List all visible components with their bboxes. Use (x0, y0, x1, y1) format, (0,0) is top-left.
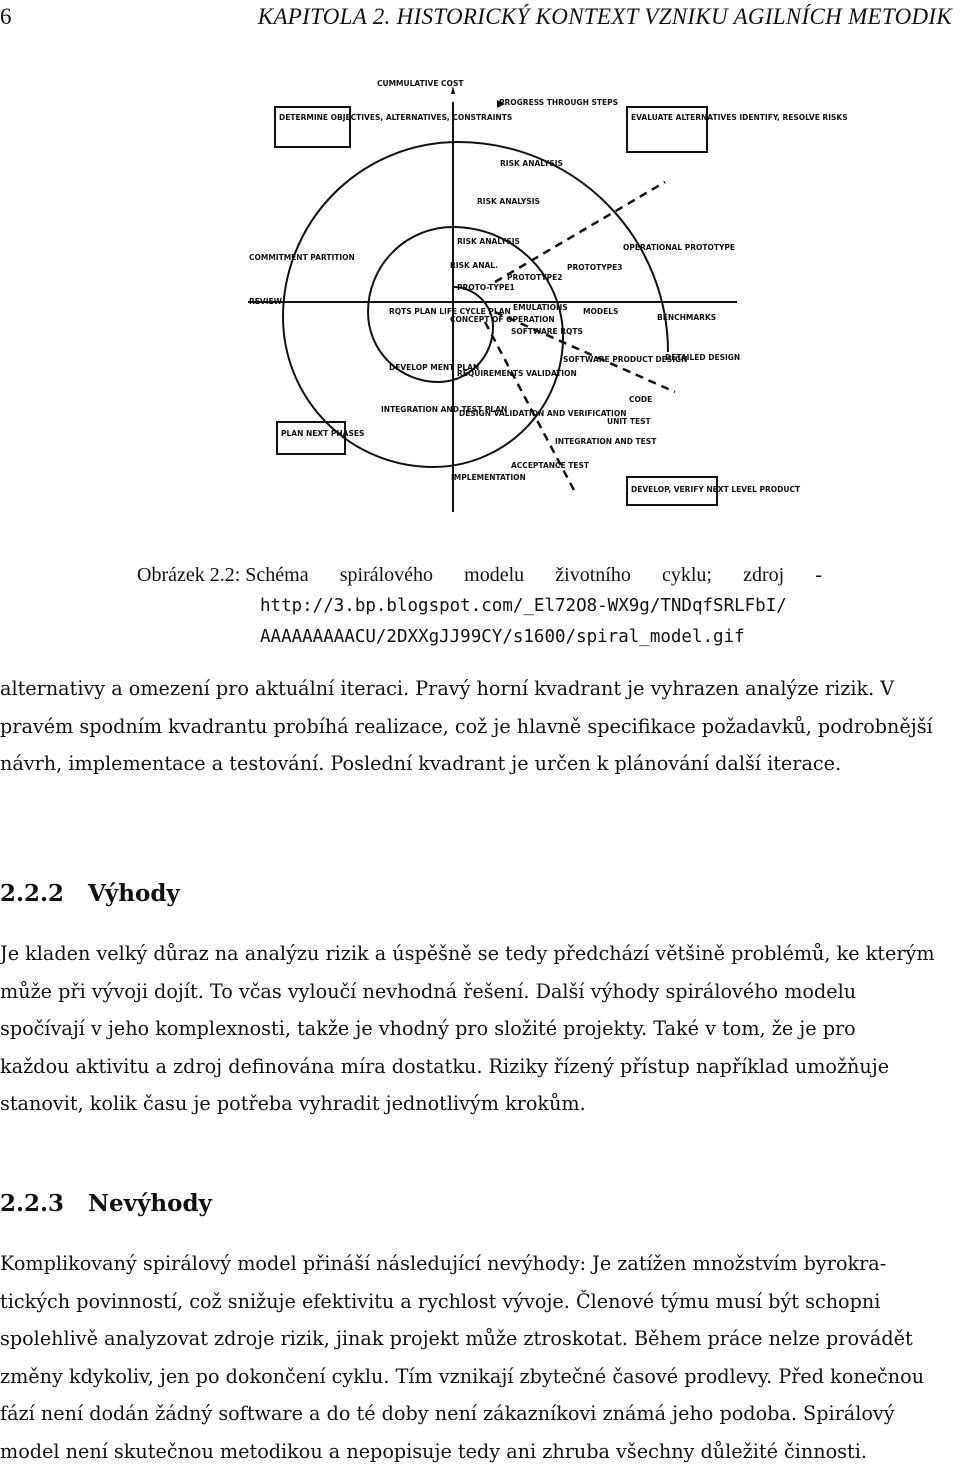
caption-word: cyklu; (662, 560, 712, 591)
label-design-validation: DESIGN VALIDATION AND VERIFICATION (459, 409, 626, 418)
radial-dash-3 (495, 312, 675, 392)
label-implementation: IMPLEMENTATION (451, 473, 526, 482)
paragraph-line: Komplikovaný spirálový model přináší následující nevýhody: Je zatížen množstvím byrokra- (0, 1245, 958, 1283)
label-plan-next: PLAN NEXT PHASES (281, 429, 364, 438)
box-plan-next (277, 422, 345, 454)
label-develop-verify: DEVELOP, VERIFY NEXT LEVEL PRODUCT (631, 485, 801, 494)
label-integration-test-plan: INTEGRATION AND TEST PLAN (381, 405, 507, 414)
label-risk1: RISK ANALYSIS (500, 159, 563, 168)
label-review: REVIEW (249, 297, 283, 306)
caption-word: životního (555, 560, 631, 591)
paragraph-line: spočívají v jeho komplexnosti, takže je vhodný pro složité projekty. Také v tom, že je pro (0, 1010, 958, 1048)
label-unit-test: UNIT TEST (607, 417, 652, 426)
label-progress: PROGRESS THROUGH STEPS (499, 98, 618, 107)
section-title: Výhody (88, 880, 180, 907)
label-rqts-plan: RQTS PLAN LIFE CYCLE PLAN (389, 307, 511, 316)
label-software-product-design: SOFTWARE PRODUCT DESIGN (563, 355, 687, 364)
paragraph-vyhody (0, 935, 958, 1123)
caption-word: zdroj (743, 560, 784, 591)
section-number: 2.2.3 (0, 1190, 88, 1217)
label-concept: CONCEPT OF OPERATION (450, 315, 555, 324)
caption-word: modelu (464, 560, 524, 591)
label-develop-plan: DEVELOP MENT PLAN (389, 363, 479, 372)
spiral-diagram (245, 72, 740, 512)
paragraph-line: Je kladen velký důraz na analýzu rizik a úspěšně se tedy předchází většině problémů, ke kterým (0, 935, 958, 973)
label-cumulative-cost: CUMMULATIVE COST (377, 79, 464, 88)
caption-url-line-1[interactable]: http://3.bp.blogspot.com/_El72O8-WX9g/TNDqfSRLFbI/ (260, 591, 787, 622)
paragraph-line: může při vývoji dojít. To včas vyloučí nevhodná řešení. Další výhody spirálového modelu (0, 973, 958, 1011)
section-title: Nevýhody (88, 1190, 212, 1217)
label-commitment: COMMITMENT PARTITION (249, 253, 355, 262)
label-risk2: RISK ANALYSIS (477, 197, 540, 206)
caption-word: Obrázek 2.2: Schéma (137, 560, 309, 591)
page-header (0, 4, 960, 34)
paragraph-nevyhody (0, 1245, 958, 1470)
page-number: 6 (0, 4, 12, 30)
section-heading-vyhody (0, 880, 180, 907)
label-risk4: RISK ANAL. (450, 261, 498, 270)
paragraph-intro (0, 670, 958, 783)
paragraph-line: každou aktivitu a zdroj definována míra dostatku. Riziky řízený přístup například umožňuje (0, 1048, 958, 1086)
paragraph-line: změny kdykoliv, jen po dokončení cyklu. Tím vznikají zbytečné časové prodlevy. Před konečnou (0, 1358, 958, 1396)
caption-word: - (815, 560, 822, 591)
paragraph-line: návrh, implementace a testování. Poslední kvadrant je určen k plánování další iterace. (0, 745, 958, 783)
section-heading-nevyhody (0, 1190, 212, 1217)
label-operational-prototype: OPERATIONAL PROTOTYPE (623, 243, 735, 252)
line-text: alternativy a omezení pro aktuální iteraci. Pravý horní kvadrant je vyhrazen analýze rizik. V (0, 677, 894, 700)
label-prototype3: PROTOTYPE3 (567, 263, 623, 272)
paragraph-line: spolehlivě analyzovat zdroje rizik, jinak projekt může ztroskotat. Během práce nelze provádět (0, 1320, 958, 1358)
label-integration-test: INTEGRATION AND TEST (555, 437, 657, 446)
paragraph-line (0, 670, 958, 708)
paragraph-line: pravém spodním kvadrantu probíhá realizace, což je hlavně specifikace požadavků, podrobnější (0, 708, 958, 746)
label-determine: DETERMINE OBJECTIVES, ALTERNATIVES, CONSTRAINTS (279, 113, 512, 122)
label-models: MODELS (583, 307, 618, 316)
label-benchmarks: BENCHMARKS (657, 313, 716, 322)
label-code: CODE (629, 395, 652, 404)
caption-line-1 (137, 560, 822, 591)
caption-word: spirálového (340, 560, 433, 591)
paragraph-line: stanovit, kolik času je potřeba vyhradit jednotlivým krokům. (0, 1085, 958, 1123)
label-prototype1: PROTO-TYPE1 (457, 283, 515, 292)
label-software-rqts: SOFTWARE RQTS (511, 327, 583, 336)
spiral-model-figure (245, 72, 740, 512)
chapter-title: KAPITOLA 2. HISTORICKÝ KONTEXT VZNIKU AGILNÍCH METODIK (258, 4, 952, 30)
paragraph-line: model není skutečnou metodikou a nepopisuje tedy ani zhruba všechny důležité činnosti. (0, 1433, 958, 1470)
label-prototype2: PROTOTYPE2 (507, 273, 563, 282)
label-risk3: RISK ANALYSIS (457, 237, 520, 246)
label-evaluate: EVALUATE ALTERNATIVES IDENTIFY, RESOLVE RISKS (631, 113, 848, 122)
label-acceptance-test: ACCEPTANCE TEST (511, 461, 590, 470)
section-number: 2.2.2 (0, 880, 88, 907)
caption-url-line-2[interactable]: AAAAAAAAACU/2DXXgJJ99CY/s1600/spiral_model.gif (260, 622, 745, 653)
paragraph-line: tických povinností, což snižuje efektivitu a rychlost vývoje. Členové týmu musí být schopni (0, 1283, 958, 1321)
label-detailed-design: DETAILED DESIGN (665, 353, 740, 362)
label-emulations: EMULATIONS (513, 303, 568, 312)
paragraph-line: fází není dodán žádný software a do té doby není zákazníkovi známá jeho podoba. Spirálový (0, 1395, 958, 1433)
label-req-validation: REQUIREMENTS VALIDATION (457, 369, 577, 378)
